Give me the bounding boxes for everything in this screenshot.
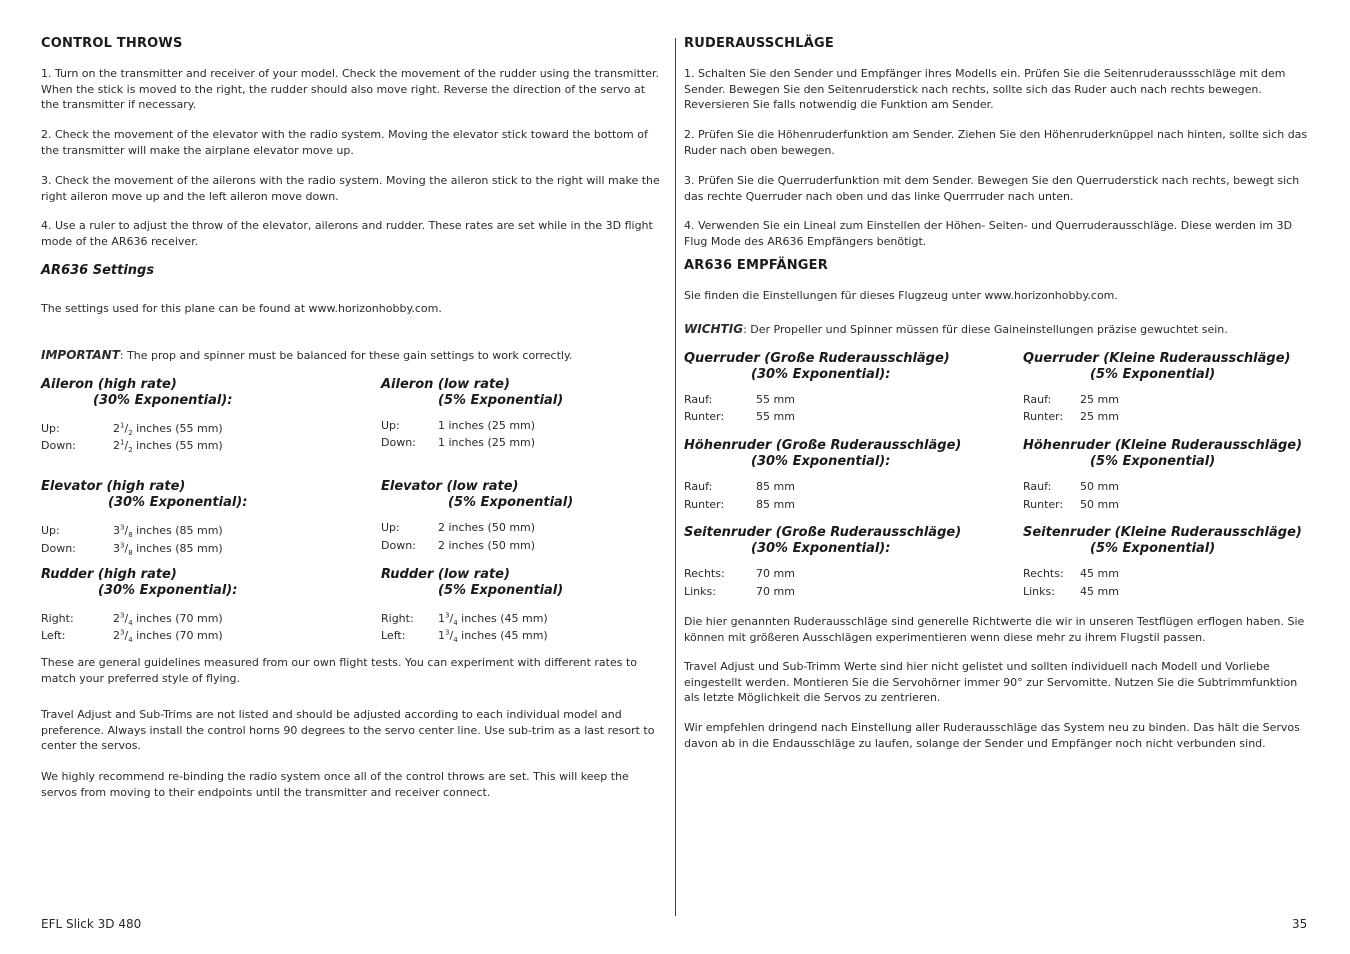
rudder-low-expo: (5% Exponential) xyxy=(438,583,564,598)
row-value: 25 mm xyxy=(1080,410,1119,423)
rudder-low-title: Rudder (low rate) xyxy=(381,567,510,582)
row-label: Runter: xyxy=(1023,498,1064,511)
querruder-klein-runter-row xyxy=(1023,408,1119,425)
aileron-low-expo: (5% Exponential) xyxy=(438,393,564,408)
querruder-klein-heading xyxy=(1023,351,1290,383)
row-value: 55 mm xyxy=(756,410,795,423)
row-label: Links: xyxy=(684,585,716,598)
step-1: 1. Turn on the transmitter and receiver of your model. Check the movement of the rudder using the transmitter. When the stick is moved to the right, the rudder should also move right. Reverse the direction of the servo at the transmitter if necessary. xyxy=(41,67,659,111)
row-value: 50 mm xyxy=(1080,498,1119,511)
schritt-4: 4. Verwenden Sie ein Lineal zum Einstellen der Höhen- Seiten- und Querruderausschläge. Diese werden im 3D Flug Mode des AR636 Empfängers benötigt. xyxy=(684,219,1293,248)
rudder-high-left-row xyxy=(41,624,223,649)
aileron-low-heading xyxy=(381,377,563,409)
aileron-high-title: Aileron (high rate) xyxy=(41,377,177,392)
row-label: Left: xyxy=(381,628,406,642)
hoehenruder-klein-title: Höhenruder (Kleine Ruderausschläge) xyxy=(1023,438,1303,453)
closing-guidelines: These are general guidelines measured from our own flight tests. You can experiment with different rates to match your preferred style of flying. xyxy=(41,656,637,685)
aileron-high-heading xyxy=(41,377,232,409)
step-2: 2. Check the movement of the elevator with the radio system. Moving the elevator stick toward the bottom of the transmitter will make the airplane elevator move up. xyxy=(41,128,648,157)
einstellungen-text: Sie finden die Einstellungen für dieses Flugzeug unter www.horizonhobby.com. xyxy=(684,289,1118,302)
aileron-low-down-row xyxy=(381,434,535,451)
row-label: Runter: xyxy=(684,498,725,511)
aileron-low-up-row xyxy=(381,417,535,434)
seitenruder-klein-title: Seitenruder (Kleine Ruderausschläge) xyxy=(1023,525,1302,540)
elevator-high-heading xyxy=(41,479,247,511)
querruder-klein-expo: (5% Exponential) xyxy=(1090,367,1216,382)
step-3: 3. Check the movement of the ailerons with the radio system. Moving the aileron stick to the right will make the right aileron move up and the left aileron move down. xyxy=(41,174,660,203)
row-label: Rechts: xyxy=(684,567,725,580)
hoehenruder-klein-runter-row xyxy=(1023,496,1119,513)
row-value: 85 mm xyxy=(756,498,795,511)
row-value: $2^1/_2$ inches (55 mm) xyxy=(113,421,223,437)
rudder-high-heading xyxy=(41,567,237,599)
row-label: Down: xyxy=(41,438,76,452)
rudder-high-expo: (30% Exponential): xyxy=(98,583,238,598)
seitenruder-klein-rechts-row xyxy=(1023,565,1119,582)
row-label: Down: xyxy=(41,541,76,555)
row-value: $1^3/_4$ inches (45 mm) xyxy=(438,628,548,644)
querruder-gross-expo: (30% Exponential): xyxy=(751,367,891,382)
rudder-low-left-row xyxy=(381,624,548,649)
ar636-settings-heading: AR636 Settings xyxy=(41,263,155,278)
row-value: 85 mm xyxy=(756,480,795,493)
row-value: 25 mm xyxy=(1080,393,1119,406)
querruder-klein-rauf-row xyxy=(1023,391,1119,408)
row-value: $2^1/_2$ inches (55 mm) xyxy=(113,438,223,454)
wichtig-note xyxy=(684,322,1309,338)
hoehenruder-gross-title: Höhenruder (Große Ruderausschläge) xyxy=(684,438,962,453)
aileron-high-down-row xyxy=(41,434,223,459)
elevator-low-down-row xyxy=(381,537,535,554)
row-value: 2 inches (50 mm) xyxy=(438,539,536,552)
row-value: $2^3/_4$ inches (70 mm) xyxy=(113,611,223,627)
settings-text: The settings used for this plane can be found at www.horizonhobby.com. xyxy=(41,302,442,315)
schritt-3: 3. Prüfen Sie die Querruderfunktion mit dem Sender. Bewegen Sie den Querruderstick nach rechts, bewegt sich das rechte Querruder nach oben und das linke Querrruder nach unten. xyxy=(684,174,1300,203)
row-label: Rauf: xyxy=(684,393,713,406)
seitenruder-gross-title: Seitenruder (Große Ruderausschläge) xyxy=(684,525,962,540)
seitenruder-gross-heading xyxy=(684,525,961,557)
closing-rebind: We highly recommend re-binding the radio system once all of the control throws are set. This will keep the servos from moving to their endpoints until the transmitter and receiver connect. xyxy=(41,770,629,799)
row-value: 1 inches (25 mm) xyxy=(438,419,536,432)
schluss-binden: Wir empfehlen dringend nach Einstellung aller Ruderausschläge das System neu zu binden. Das hält die Servos davon ab in die Endausschläge zu laufen, solange der Sender und Empfänger noch nicht verbunden sind. xyxy=(684,721,1300,750)
elevator-high-title: Elevator (high rate) xyxy=(41,479,186,494)
hoehenruder-gross-heading xyxy=(684,438,961,470)
row-label: Up: xyxy=(41,421,60,435)
wichtig-label: WICHTIG xyxy=(684,322,744,336)
control-throws-heading: CONTROL THROWS xyxy=(41,36,183,51)
schluss-richtwerte: Die hier genannten Ruderausschläge sind generelle Richtwerte die wir in unseren Testflügen erflogen haben. Sie können mit größeren Ausschlägen experimentieren wenn diese mehr zu ihrem Flugstil passen. xyxy=(684,615,1305,644)
schritt-2: 2. Prüfen Sie die Höhenruderfunktion am Sender. Ziehen Sie den Höhenruderknüppel nach hinten, sollte sich das Ruder nach oben bewegen. xyxy=(684,128,1308,157)
row-label: Down: xyxy=(381,436,416,449)
wichtig-text: : Der Propeller und Spinner müssen für diese Gaineinstellungen präzise gewuchtet sein. xyxy=(743,323,1228,336)
querruder-klein-title: Querruder (Kleine Ruderausschläge) xyxy=(1023,351,1291,366)
row-label: Up: xyxy=(41,523,60,537)
rudder-high-title: Rudder (high rate) xyxy=(41,567,177,582)
row-value: $3^3/_8$ inches (85 mm) xyxy=(113,541,223,557)
elevator-low-heading xyxy=(381,479,573,511)
elevator-high-expo: (30% Exponential): xyxy=(108,495,248,510)
row-label: Links: xyxy=(1023,585,1055,598)
querruder-gross-heading xyxy=(684,351,950,383)
schluss-travel-adjust: Travel Adjust und Sub-Trimm Werte sind hier nicht gelistet und sollten individuell nach Modell und Vorliebe eingestellt werden. Montieren Sie die Servohörner immer 90° zur Servomitte. Nutzen Sie die Subtrimmfunktion als letzte Möglichkeit die Servos zu zentrieren. xyxy=(684,660,1298,704)
schritt-1: 1. Schalten Sie den Sender und Empfänger ihres Modells ein. Prüfen Sie die Seitenruderaussschläge mit dem Sender. Bewegen Sie den Seitenruderstick nach rechts, sollte sich das Ruder auch nach rechts bewegen. Reversieren Sie falls notwendig die Funktion am Sender. xyxy=(684,67,1286,111)
row-label: Runter: xyxy=(1023,410,1064,423)
elevator-low-expo: (5% Exponential) xyxy=(448,495,574,510)
important-note xyxy=(41,348,666,364)
row-value: 70 mm xyxy=(756,585,795,598)
ar636-empfaenger-heading: AR636 EMPFÄNGER xyxy=(684,258,828,273)
row-value: 45 mm xyxy=(1080,567,1119,580)
row-label: Rauf: xyxy=(1023,393,1052,406)
elevator-low-up-row xyxy=(381,519,535,536)
important-text: : The prop and spinner must be balanced for these gain settings to work correctly. xyxy=(119,349,573,362)
row-value: $2^3/_4$ inches (70 mm) xyxy=(113,628,223,644)
row-value: $1^3/_4$ inches (45 mm) xyxy=(438,611,548,627)
page-number: 35 xyxy=(1292,917,1308,931)
row-label: Right: xyxy=(41,611,74,625)
row-label: Rauf: xyxy=(1023,480,1052,493)
seitenruder-gross-links-row xyxy=(684,583,795,600)
footer-model-name: EFL Slick 3D 480 xyxy=(41,917,142,931)
aileron-high-expo: (30% Exponential): xyxy=(93,393,233,408)
row-value: 70 mm xyxy=(756,567,795,580)
aileron-low-title: Aileron (low rate) xyxy=(381,377,510,392)
row-label: Left: xyxy=(41,628,66,642)
seitenruder-gross-rechts-row xyxy=(684,565,795,582)
row-value: 2 inches (50 mm) xyxy=(438,521,536,534)
important-label: IMPORTANT xyxy=(41,348,120,362)
querruder-gross-rauf-row xyxy=(684,391,795,408)
row-label: Up: xyxy=(381,521,400,534)
seitenruder-klein-links-row xyxy=(1023,583,1119,600)
row-value: 1 inches (25 mm) xyxy=(438,436,536,449)
row-label: Rauf: xyxy=(684,480,713,493)
row-value: $3^3/_8$ inches (85 mm) xyxy=(113,523,223,539)
querruder-gross-runter-row xyxy=(684,408,795,425)
hoehenruder-gross-rauf-row xyxy=(684,478,795,495)
row-label: Up: xyxy=(381,419,400,432)
row-label: Down: xyxy=(381,539,416,552)
hoehenruder-gross-expo: (30% Exponential): xyxy=(751,454,891,469)
row-value: 50 mm xyxy=(1080,480,1119,493)
row-label: Rechts: xyxy=(1023,567,1064,580)
row-value: 55 mm xyxy=(756,393,795,406)
hoehenruder-klein-rauf-row xyxy=(1023,478,1119,495)
row-label: Runter: xyxy=(684,410,725,423)
column-divider xyxy=(675,38,676,916)
elevator-low-title: Elevator (low rate) xyxy=(381,479,519,494)
hoehenruder-klein-heading xyxy=(1023,438,1302,470)
elevator-high-down-row xyxy=(41,537,223,562)
rudder-low-heading xyxy=(381,567,563,599)
closing-travel-adjust: Travel Adjust and Sub-Trims are not listed and should be adjusted according to each individual model and preference. Always install the control horns 90 degrees to the servo center line. Use sub-trim as a last resort to center the servos. xyxy=(41,708,655,752)
seitenruder-gross-expo: (30% Exponential): xyxy=(751,541,891,556)
seitenruder-klein-expo: (5% Exponential) xyxy=(1090,541,1216,556)
row-value: 45 mm xyxy=(1080,585,1119,598)
querruder-gross-title: Querruder (Große Ruderausschläge) xyxy=(684,351,950,366)
seitenruder-klein-heading xyxy=(1023,525,1302,557)
step-4: 4. Use a ruler to adjust the throw of the elevator, ailerons and rudder. These rates are set while in the 3D flight mode of the AR636 receiver. xyxy=(41,219,653,248)
ruderausschlaege-heading: RUDERAUSSCHLÄGE xyxy=(684,36,834,51)
row-label: Right: xyxy=(381,611,414,625)
hoehenruder-klein-expo: (5% Exponential) xyxy=(1090,454,1216,469)
hoehenruder-gross-runter-row xyxy=(684,496,795,513)
